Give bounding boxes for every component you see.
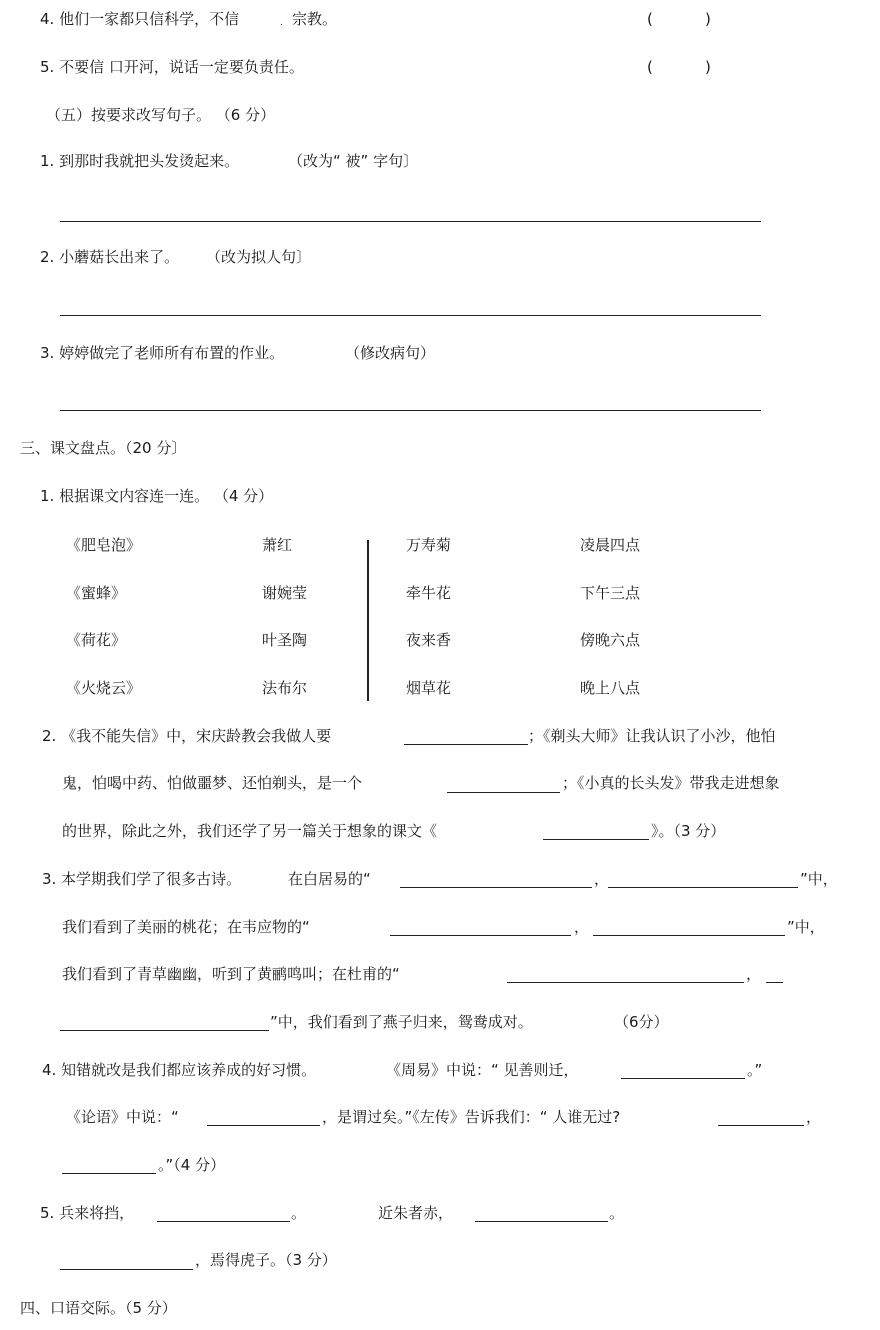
q3-line3-a: 我们看到了青草幽幽，听到了黄鹂鸣叫；在杜甫的“ [62, 965, 400, 983]
q5-line1-d: 。 [609, 1204, 625, 1222]
match-title-4[interactable]: 《火烧云》 [66, 679, 142, 697]
match-time-4[interactable]: 晚上八点 [580, 679, 641, 697]
q5-line1-c: 近朱者赤， [378, 1204, 454, 1222]
q2-line2-a: 鬼，怕喝中药、怕做噩梦、还怕剃头，是一个 [62, 774, 363, 792]
match-title-3[interactable]: 《荷花》 [66, 631, 127, 649]
q4-line2-b: ，是谓过矣。”《左传》告诉我们：“ 人谁无过? [322, 1108, 621, 1126]
q5-line1-b: 。 [291, 1204, 307, 1222]
rewrite-item-1-hint: （改为“ 被” 字句〕 [288, 152, 419, 170]
q2-blank-3[interactable] [543, 839, 649, 840]
q3-blank-6b[interactable] [60, 1030, 269, 1031]
q2-blank-2[interactable] [447, 792, 560, 793]
q4-blank-3[interactable] [718, 1125, 804, 1126]
judge-q4-text: 4. 他们一家都只信科学，不信 [40, 10, 240, 28]
match-author-1[interactable]: 萧红 [262, 536, 293, 554]
emphasis-dot: . [280, 18, 283, 28]
q4-line2-a: 《论语》中说：“ [66, 1108, 179, 1126]
q2-line2-b: ；《小真的长头发》带我走进想象 [562, 774, 780, 792]
match-flower-4[interactable]: 烟草花 [406, 679, 452, 697]
match-author-2[interactable]: 谢婉莹 [262, 584, 308, 602]
q2-blank-1[interactable] [404, 744, 528, 745]
section4-heading: 四、口语交际。（5 分） [20, 1299, 177, 1317]
q3-line2-c: ”中， [787, 918, 825, 936]
match-time-2[interactable]: 下午三点 [580, 584, 641, 602]
q3-line4-b: ”中，我们看到了燕子归来，鸳鸯成对。 [270, 1013, 533, 1031]
q5-blank-2[interactable] [475, 1221, 608, 1222]
judge-q5-paren-open: ( [647, 58, 653, 76]
q4-line2-c: ， [806, 1108, 822, 1126]
rewrite-item-3: 3. 婷婷做完了老师所有布置的作业。 [40, 344, 285, 362]
q3-blank-1[interactable] [400, 887, 592, 888]
rewrite-item-1: 1. 到那时我就把头发烫起来。 [40, 152, 240, 170]
rewrite-item-2-hint: （改为拟人句〕 [206, 248, 312, 266]
q3-comma-3: ， [746, 965, 762, 983]
q4-blank-1[interactable] [621, 1078, 745, 1079]
q3-score: （6分） [614, 1013, 669, 1031]
rewrite-heading: （五）按要求改写句子。 （6 分） [46, 106, 276, 124]
q3-line1-b: 在白居易的“ [288, 870, 371, 888]
q3-comma-2: ， [574, 918, 590, 936]
q4-line1-b: 《周易》中说：“ 见善则迁， [386, 1061, 579, 1079]
divider-line [367, 540, 369, 701]
section3-heading: 三、课文盘点。（20 分〕 [20, 439, 187, 457]
rewrite-item-3-hint: （修改病句） [345, 344, 436, 362]
match-title-2[interactable]: 《蜜蜂》 [66, 584, 127, 602]
match-flower-1[interactable]: 万寿菊 [406, 536, 452, 554]
judge-q4-text-after: 宗教。 [292, 10, 338, 28]
match-flower-2[interactable]: 牵牛花 [406, 584, 452, 602]
match-author-3[interactable]: 叶圣陶 [262, 631, 308, 649]
match-time-3[interactable]: 傍晚六点 [580, 631, 641, 649]
q4-line3-b: 。”（4 分） [158, 1156, 226, 1174]
q4-blank-4[interactable] [62, 1173, 156, 1174]
q5-blank-3[interactable] [60, 1269, 193, 1270]
answer-line-2[interactable] [60, 315, 761, 316]
q3-line1-a: 3. 本学期我们学了很多古诗。 [42, 870, 242, 888]
match-author-4[interactable]: 法布尔 [262, 679, 308, 697]
q3-comma-1: ， [594, 870, 610, 888]
q3-blank-6a[interactable] [766, 982, 783, 983]
q3-blank-3[interactable] [390, 935, 571, 936]
judge-q5-paren-close: ) [705, 58, 711, 76]
match-flower-3[interactable]: 夜来香 [406, 631, 452, 649]
q3-line2-a: 我们看到了美丽的桃花；在韦应物的“ [62, 918, 310, 936]
match-time-1[interactable]: 凌晨四点 [580, 536, 641, 554]
q3-blank-4[interactable] [593, 935, 785, 936]
answer-line-1[interactable] [60, 221, 761, 222]
judge-q5-text: 5. 不要信 口开河，说话一定要负责任。 [40, 58, 304, 76]
rewrite-item-2: 2. 小蘑菇长出来了。 [40, 248, 180, 266]
q5-blank-1[interactable] [157, 1221, 290, 1222]
q3-blank-5[interactable] [507, 982, 744, 983]
q2-line3-a: 的世界，除此之外，我们还学了另一篇关于想象的课文《 [62, 822, 438, 840]
q3-blank-2[interactable] [608, 887, 798, 888]
q3-line1-c: ”中， [800, 870, 838, 888]
q4-line1-c: 。” [747, 1061, 763, 1079]
q4-line1-a: 4. 知错就改是我们都应该养成的好习惯。 [42, 1061, 317, 1079]
q2-line1-b: ；《剃头大师》让我认识了小沙，他怕 [528, 727, 776, 745]
q2-line1-a: 2. 《我不能失信》中，宋庆龄教会我做人要 [42, 727, 332, 745]
q2-line3-b: 》。（3 分） [651, 822, 726, 840]
judge-q4-paren-close: ) [705, 10, 711, 28]
q5-line2-b: ，焉得虎子。（3 分） [195, 1251, 337, 1269]
judge-q4-paren-open: ( [647, 10, 653, 28]
matching-title: 1. 根据课文内容连一连。 （4 分） [40, 487, 274, 505]
match-title-1[interactable]: 《肥皂泡》 [66, 536, 142, 554]
q5-line1-a: 5. 兵来将挡， [40, 1204, 135, 1222]
q4-blank-2[interactable] [207, 1125, 320, 1126]
answer-line-3[interactable] [60, 410, 761, 411]
